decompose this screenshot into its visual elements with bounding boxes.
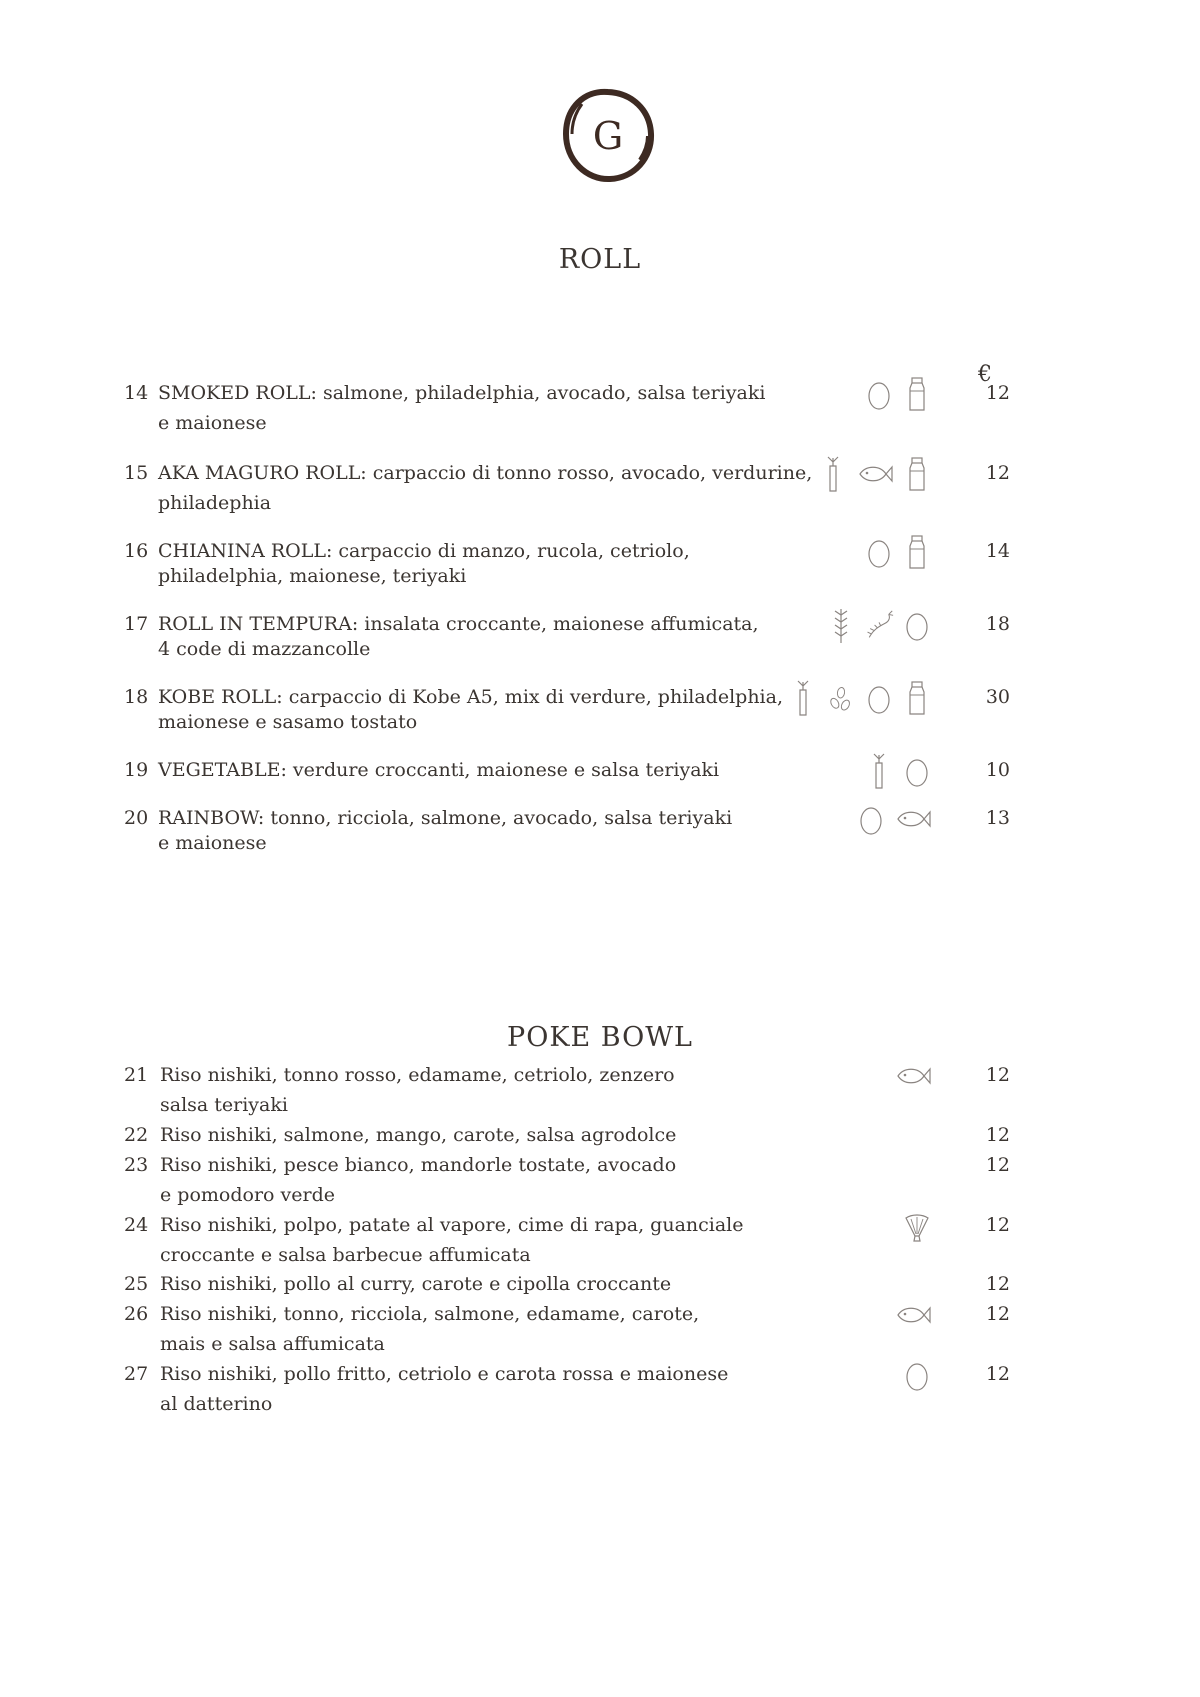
allergen-icons: [826, 605, 932, 645]
item-description-line: SMOKED ROLL: salmone, philadelphia, avocado, salsa teriyaki: [158, 382, 766, 404]
item-description: [160, 1062, 800, 1122]
item-price: 12: [985, 1214, 1010, 1236]
item-description-line: salsa teriyaki: [160, 1094, 288, 1116]
egg-icon: [902, 605, 932, 645]
item-number: 20: [124, 807, 149, 829]
item-description-line: 4 code di mazzancolle: [158, 638, 371, 660]
item-description: [158, 460, 813, 520]
item-description-line: Riso nishiki, polpo, patate al vapore, cime di rapa, guanciale: [160, 1214, 744, 1236]
item-price: 12: [985, 1363, 1010, 1385]
item-number: 24: [124, 1214, 149, 1236]
item-number: 27: [124, 1363, 149, 1385]
wheat-icon: [826, 605, 856, 645]
item-description-line: croccante e salsa barbecue affumicata: [160, 1244, 531, 1266]
milk-bottle-icon: [902, 374, 932, 414]
allergen-icons: [902, 1355, 932, 1395]
item-price: 12: [985, 382, 1010, 404]
allergen-icons: [894, 1056, 932, 1096]
item-price: 12: [985, 1154, 1010, 1176]
item-description-line: philadelphia, maionese, teriyaki: [158, 565, 467, 587]
item-description-line: e maionese: [158, 832, 267, 854]
item-number: 22: [124, 1124, 149, 1146]
item-price: 12: [985, 1064, 1010, 1086]
item-price: 12: [985, 1303, 1010, 1325]
item-price: 10: [985, 759, 1010, 781]
celery-icon: [818, 454, 848, 494]
fish-icon: [856, 454, 894, 494]
item-description: [158, 757, 798, 784]
item-number: 19: [124, 759, 149, 781]
item-description: [160, 1152, 800, 1212]
item-number: 15: [124, 462, 149, 484]
allergen-icons: [902, 1206, 932, 1246]
item-number: 25: [124, 1273, 149, 1295]
logo-letter: G: [592, 114, 624, 158]
item-price: 13: [985, 807, 1010, 829]
item-price: 14: [985, 540, 1010, 562]
egg-icon: [902, 751, 932, 791]
currency-header: €: [978, 362, 992, 387]
milk-bottle-icon: [902, 532, 932, 572]
shellfish-icon: [902, 1206, 932, 1246]
item-description-line: ROLL IN TEMPURA: insalata croccante, maionese affumicata,: [158, 613, 759, 635]
item-description: [158, 805, 798, 855]
item-description-line: philadephia: [158, 492, 272, 514]
item-description: [158, 611, 798, 661]
item-price: 12: [985, 1124, 1010, 1146]
milk-bottle-icon: [902, 454, 932, 494]
item-description: [160, 1301, 800, 1361]
fish-icon: [894, 1056, 932, 1096]
item-description-line: mais e salsa affumicata: [160, 1333, 385, 1355]
celery-icon: [864, 751, 894, 791]
item-description-line: Riso nishiki, pollo fritto, cetriolo e carota rossa e maionese: [160, 1363, 729, 1385]
egg-icon: [864, 374, 894, 414]
item-number: 16: [124, 540, 149, 562]
allergen-icons: [856, 799, 932, 839]
item-price: 12: [985, 462, 1010, 484]
item-description-line: Riso nishiki, tonno, ricciola, salmone, edamame, carote,: [160, 1303, 700, 1325]
allergen-icons: [894, 1295, 932, 1335]
allergen-icons: [788, 678, 932, 718]
item-number: 14: [124, 382, 149, 404]
fish-icon: [894, 1295, 932, 1335]
allergen-icons: [864, 751, 932, 791]
egg-icon: [864, 678, 894, 718]
item-description: [160, 1122, 800, 1152]
item-description: [160, 1212, 800, 1272]
shrimp-icon: [864, 605, 894, 645]
item-number: 26: [124, 1303, 149, 1325]
item-description: [158, 538, 798, 588]
logo-circle-icon: [558, 86, 658, 186]
item-number: 17: [124, 613, 149, 635]
item-description-line: Riso nishiki, tonno rosso, edamame, cetriolo, zenzero: [160, 1064, 675, 1086]
egg-icon: [856, 799, 886, 839]
item-description-line: al datterino: [160, 1393, 273, 1415]
item-description: [160, 1271, 800, 1301]
item-description: [160, 1361, 800, 1421]
item-description-line: e maionese: [158, 412, 267, 434]
item-price: 30: [985, 686, 1010, 708]
item-description-line: KOBE ROLL: carpaccio di Kobe A5, mix di verdure, philadelphia,: [158, 686, 784, 708]
allergen-icons: [864, 532, 932, 572]
section-title-poke-bowl: POKE BOWL: [507, 1022, 693, 1053]
sesame-icon: [826, 678, 856, 718]
item-description-line: AKA MAGURO ROLL: carpaccio di tonno rosso, avocado, verdurine,: [158, 462, 813, 484]
restaurant-logo: [558, 86, 658, 186]
item-description-line: Riso nishiki, pollo al curry, carote e cipolla croccante: [160, 1273, 672, 1295]
egg-icon: [902, 1355, 932, 1395]
item-description-line: RAINBOW: tonno, ricciola, salmone, avocado, salsa teriyaki: [158, 807, 733, 829]
item-description-line: e pomodoro verde: [160, 1184, 335, 1206]
item-number: 18: [124, 686, 149, 708]
item-number: 21: [124, 1064, 149, 1086]
item-description: [158, 380, 798, 440]
item-description-line: VEGETABLE: verdure croccanti, maionese e salsa teriyaki: [158, 759, 720, 781]
allergen-icons: [864, 374, 932, 414]
egg-icon: [864, 532, 894, 572]
item-description-line: CHIANINA ROLL: carpaccio di manzo, rucola, cetriolo,: [158, 540, 690, 562]
item-price: 18: [985, 613, 1010, 635]
celery-icon: [788, 678, 818, 718]
section-title-roll: ROLL: [558, 244, 642, 275]
item-description-line: maionese e sasamo tostato: [158, 711, 418, 733]
fish-icon: [894, 799, 932, 839]
item-number: 23: [124, 1154, 149, 1176]
item-description: [158, 684, 798, 734]
item-description-line: Riso nishiki, salmone, mango, carote, salsa agrodolce: [160, 1124, 677, 1146]
item-description-line: Riso nishiki, pesce bianco, mandorle tostate, avocado: [160, 1154, 677, 1176]
milk-bottle-icon: [902, 678, 932, 718]
allergen-icons: [818, 454, 932, 494]
item-price: 12: [985, 1273, 1010, 1295]
